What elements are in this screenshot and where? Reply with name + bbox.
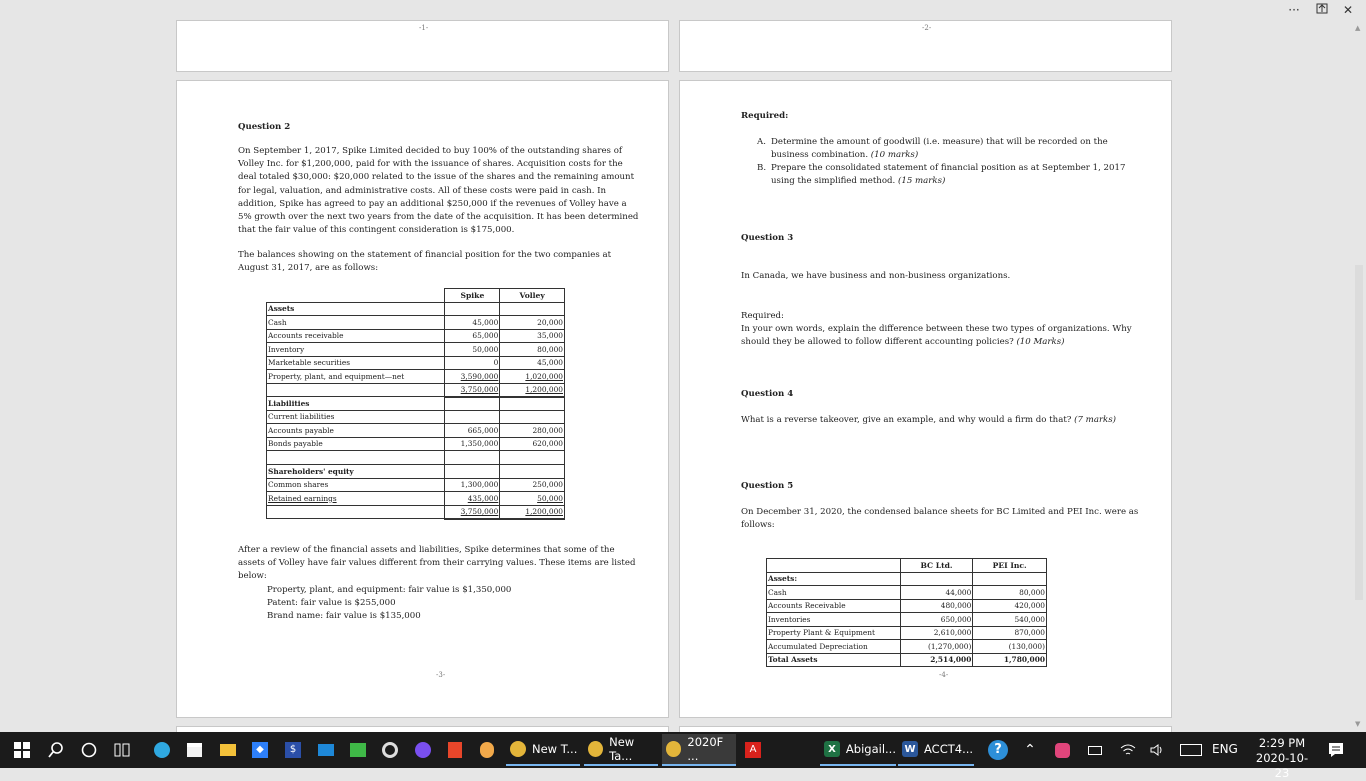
question-3-required: Required: xyxy=(741,311,784,321)
column-header-pei: PEI Inc. xyxy=(973,559,1047,573)
app-icon[interactable] xyxy=(475,738,499,762)
spike-value: 1,300,000 xyxy=(445,478,500,492)
chrome-icon xyxy=(510,741,526,757)
row-label: Common shares xyxy=(267,478,445,492)
row-label xyxy=(267,505,445,519)
question-2-paragraph: On September 1, 2017, Spike Limited decided to buy 100% of the outstanding shares of Volley Inc. for $1,200,000, paid for with the issuance of shares. Acquisition costs for the deal totaled $30,000: $20,000 related to the issue of the shares and the remaining amount for legal, valuation, and administrative costs. All of these costs were paid in cash. In addition, Spike has agreed to pay an additional $250,000 if the revenues of Volley have a 5% growth over the next two years from the date of the acquisition. It has been determined that the fair value of this contingent consideration is $175,000. xyxy=(238,146,639,236)
bc-value xyxy=(900,572,973,586)
pei-value: 80,000 xyxy=(973,586,1047,600)
restore-icon[interactable] xyxy=(1314,2,1330,18)
row-label: Accounts Receivable xyxy=(767,599,901,613)
table-row xyxy=(767,653,1047,667)
chrome-icon xyxy=(666,741,681,757)
table-row xyxy=(767,626,1047,640)
bc-value: 44,000 xyxy=(900,586,973,600)
bc-value: (1,270,000) xyxy=(900,640,973,654)
row-label xyxy=(267,451,445,465)
word-icon: W xyxy=(902,741,918,757)
table-row xyxy=(267,478,565,492)
pei-value: (130,000) xyxy=(973,640,1047,654)
table-row xyxy=(267,424,565,438)
task-view-icon[interactable] xyxy=(110,738,134,762)
volley-value: 1,200,000 xyxy=(500,505,565,519)
edge-icon[interactable] xyxy=(150,738,174,762)
volley-value: 1,020,000 xyxy=(500,370,565,384)
table-row xyxy=(767,572,1047,586)
table-row xyxy=(267,356,565,370)
table-row xyxy=(267,329,565,343)
page-number: -4- xyxy=(939,671,949,679)
row-label: Accumulated Depreciation xyxy=(767,640,901,654)
row-label: Cash xyxy=(267,316,445,330)
pei-value: 870,000 xyxy=(973,626,1047,640)
store-icon[interactable] xyxy=(182,738,206,762)
bc-value: 2,610,000 xyxy=(900,626,973,640)
spike-value: 50,000 xyxy=(445,343,500,357)
close-icon[interactable]: ✕ xyxy=(1342,3,1354,17)
volley-value: 620,000 xyxy=(500,437,565,451)
page-1 xyxy=(176,20,669,72)
table-row xyxy=(267,383,565,397)
volley-value xyxy=(500,410,565,424)
bc-value: 480,000 xyxy=(900,599,973,613)
volley-value: 280,000 xyxy=(500,424,565,438)
balances-paragraph: The balances showing on the statement of financial position for the two companies at August 31, 2017, are as follows: xyxy=(238,250,612,274)
taskbar-app-chrome-3[interactable]: 2020F ... xyxy=(662,734,736,766)
volley-value: 50,000 xyxy=(500,492,565,506)
table-row xyxy=(767,599,1047,613)
fair-value-ppe: Property, plant, and equipment: fair value is $1,350,000 xyxy=(267,585,512,595)
bc-pei-balance-table xyxy=(766,558,1047,667)
required-a-letter: A. xyxy=(757,137,766,147)
taskbar-app-excel[interactable]: X Abigail... xyxy=(820,734,896,766)
clock[interactable] xyxy=(1252,736,1312,781)
page-number: -1- xyxy=(419,24,429,32)
excel-icon: X xyxy=(824,741,840,757)
row-label: Assets xyxy=(267,302,445,316)
notification-icon[interactable] xyxy=(1324,738,1348,762)
vertical-scrollbar[interactable] xyxy=(1352,20,1366,732)
row-label xyxy=(267,383,445,397)
row-label: Bonds payable xyxy=(267,437,445,451)
question-3-intro: In Canada, we have business and non-business organizations. xyxy=(741,271,1011,281)
office-icon[interactable] xyxy=(443,738,467,762)
more-options-button[interactable]: ··· xyxy=(1288,3,1300,17)
spike-value xyxy=(445,410,500,424)
spike-value: 1,350,000 xyxy=(445,437,500,451)
bc-value: 2,514,000 xyxy=(900,653,973,667)
table-row xyxy=(267,370,565,384)
row-label: Inventories xyxy=(767,613,901,627)
spike-value: 435,000 xyxy=(445,492,500,506)
keyboard-icon[interactable] xyxy=(1178,738,1204,762)
table-row xyxy=(267,505,565,519)
messenger-icon[interactable] xyxy=(411,738,435,762)
page-3[interactable] xyxy=(176,80,669,718)
table-row xyxy=(767,613,1047,627)
row-label: Current liabilities xyxy=(267,410,445,424)
question-5-body: On December 31, 2020, the condensed balance sheets for BC Limited and PEI Inc. were as follows: xyxy=(741,507,1139,531)
row-label: Assets: xyxy=(767,572,901,586)
question-2-heading: Question 2 xyxy=(238,122,291,132)
spike-value: 665,000 xyxy=(445,424,500,438)
chrome-icon xyxy=(588,741,603,757)
clock-time: 2:29 PM xyxy=(1258,736,1306,750)
acrobat-icon[interactable]: A xyxy=(741,738,765,762)
table-row xyxy=(267,316,565,330)
volley-value: 20,000 xyxy=(500,316,565,330)
fair-value-brand: Brand name: fair value is $135,000 xyxy=(267,611,421,621)
pei-value: 1,780,000 xyxy=(973,653,1047,667)
spike-value xyxy=(445,465,500,479)
file-explorer-icon[interactable] xyxy=(216,738,240,762)
volley-value: 1,200,000 xyxy=(500,383,565,397)
table-row xyxy=(267,437,565,451)
spike-value: 3,750,000 xyxy=(445,505,500,519)
required-b-text: Prepare the consolidated statement of financial position as at September 1, 2017 using the simplified method. (15 marks) xyxy=(771,163,1126,187)
row-label: Liabilities xyxy=(267,397,445,411)
question-3-heading: Question 3 xyxy=(741,233,794,243)
scroll-down-icon[interactable]: ▼ xyxy=(1355,720,1361,728)
row-label: Property, plant, and equipment—net xyxy=(267,370,445,384)
scroll-up-icon[interactable]: ▲ xyxy=(1355,24,1361,32)
wifi-icon[interactable] xyxy=(1116,738,1140,762)
spike-value xyxy=(445,451,500,465)
row-label: Inventory xyxy=(267,343,445,357)
chevron-up-icon[interactable]: ⌃ xyxy=(1024,742,1036,758)
table-row xyxy=(267,492,565,506)
taskbar-app-chrome-1[interactable]: New T... xyxy=(506,734,580,766)
row-label: Property Plant & Equipment xyxy=(767,626,901,640)
taskbar-app-word[interactable]: W ACCT4... xyxy=(898,734,974,766)
pei-value: 540,000 xyxy=(973,613,1047,627)
windows-start-icon[interactable] xyxy=(10,738,34,762)
mail-icon[interactable] xyxy=(314,738,338,762)
row-label: Total Assets xyxy=(767,653,901,667)
row-label: Accounts payable xyxy=(267,424,445,438)
table-row xyxy=(767,586,1047,600)
language-indicator[interactable]: ENG xyxy=(1212,742,1238,756)
row-label: Marketable securities xyxy=(267,356,445,370)
pei-value: 420,000 xyxy=(973,599,1047,613)
table-row xyxy=(267,302,565,316)
table-row xyxy=(267,465,565,479)
page-number: -3- xyxy=(436,671,446,679)
money-app-icon[interactable]: $ xyxy=(281,738,305,762)
spike-volley-balance-table xyxy=(266,288,565,520)
volley-value: 35,000 xyxy=(500,329,565,343)
question-4-heading: Question 4 xyxy=(741,389,794,399)
dropbox-icon[interactable]: ◆ xyxy=(248,738,272,762)
photos-icon[interactable] xyxy=(346,738,370,762)
volley-value: 45,000 xyxy=(500,356,565,370)
bc-value: 650,000 xyxy=(900,613,973,627)
pei-value xyxy=(973,572,1047,586)
spike-value: 3,590,000 xyxy=(445,370,500,384)
table-row xyxy=(767,640,1047,654)
table-row xyxy=(267,451,565,465)
volley-value xyxy=(500,451,565,465)
taskbar xyxy=(0,732,1366,780)
volley-value xyxy=(500,397,565,411)
column-header-bc: BC Ltd. xyxy=(900,559,973,573)
row-label: Accounts receivable xyxy=(267,329,445,343)
volley-value xyxy=(500,302,565,316)
question-3-body: In your own words, explain the difference between these two types of organizations. Why should they be allowed to follow different accounting policies? (10 Marks) xyxy=(741,324,1132,348)
spike-value: 0 xyxy=(445,356,500,370)
scrollbar-thumb[interactable] xyxy=(1355,265,1363,600)
fair-value-paragraph: After a review of the financial assets and liabilities, Spike determines that some of the assets of Volley have fair values different from their carrying values. These items are listed below: xyxy=(238,545,636,582)
required-heading: Required: xyxy=(741,111,789,121)
row-label: Cash xyxy=(767,586,901,600)
fair-value-patent: Patent: fair value is $255,000 xyxy=(267,598,396,608)
battery-icon[interactable] xyxy=(1083,738,1107,762)
question-4-body: What is a reverse takeover, give an example, and why would a firm do that? (7 marks) xyxy=(741,415,1117,425)
instagram-icon[interactable] xyxy=(1050,738,1074,762)
question-5-heading: Question 5 xyxy=(741,481,794,491)
spike-value: 45,000 xyxy=(445,316,500,330)
volume-icon[interactable] xyxy=(1145,738,1169,762)
page-2 xyxy=(679,20,1172,72)
page-number: -2- xyxy=(922,24,932,32)
volley-value: 250,000 xyxy=(500,478,565,492)
clock-date: 2020-10-23 xyxy=(1255,751,1309,780)
spike-value: 65,000 xyxy=(445,329,500,343)
column-header-spike: Spike xyxy=(445,289,500,303)
page-4[interactable] xyxy=(679,80,1172,718)
volley-value: 80,000 xyxy=(500,343,565,357)
cortana-icon[interactable] xyxy=(77,738,101,762)
table-row xyxy=(267,397,565,411)
row-label: Retained earnings xyxy=(267,492,445,506)
help-icon[interactable]: ? xyxy=(986,738,1010,762)
media-icon[interactable] xyxy=(378,738,402,762)
spike-value xyxy=(445,397,500,411)
row-label: Shareholders' equity xyxy=(267,465,445,479)
spike-value xyxy=(445,302,500,316)
spike-value: 3,750,000 xyxy=(445,383,500,397)
volley-value xyxy=(500,465,565,479)
search-icon[interactable] xyxy=(44,738,68,762)
table-row xyxy=(267,410,565,424)
column-header-volley: Volley xyxy=(500,289,565,303)
taskbar-app-chrome-2[interactable]: New Ta... xyxy=(584,734,658,766)
required-a-text: Determine the amount of goodwill (i.e. measure) that will be recorded on the business combination. (10 marks) xyxy=(771,137,1108,161)
table-row xyxy=(267,343,565,357)
required-b-letter: B. xyxy=(757,163,767,173)
window-titlebar xyxy=(0,0,1366,20)
